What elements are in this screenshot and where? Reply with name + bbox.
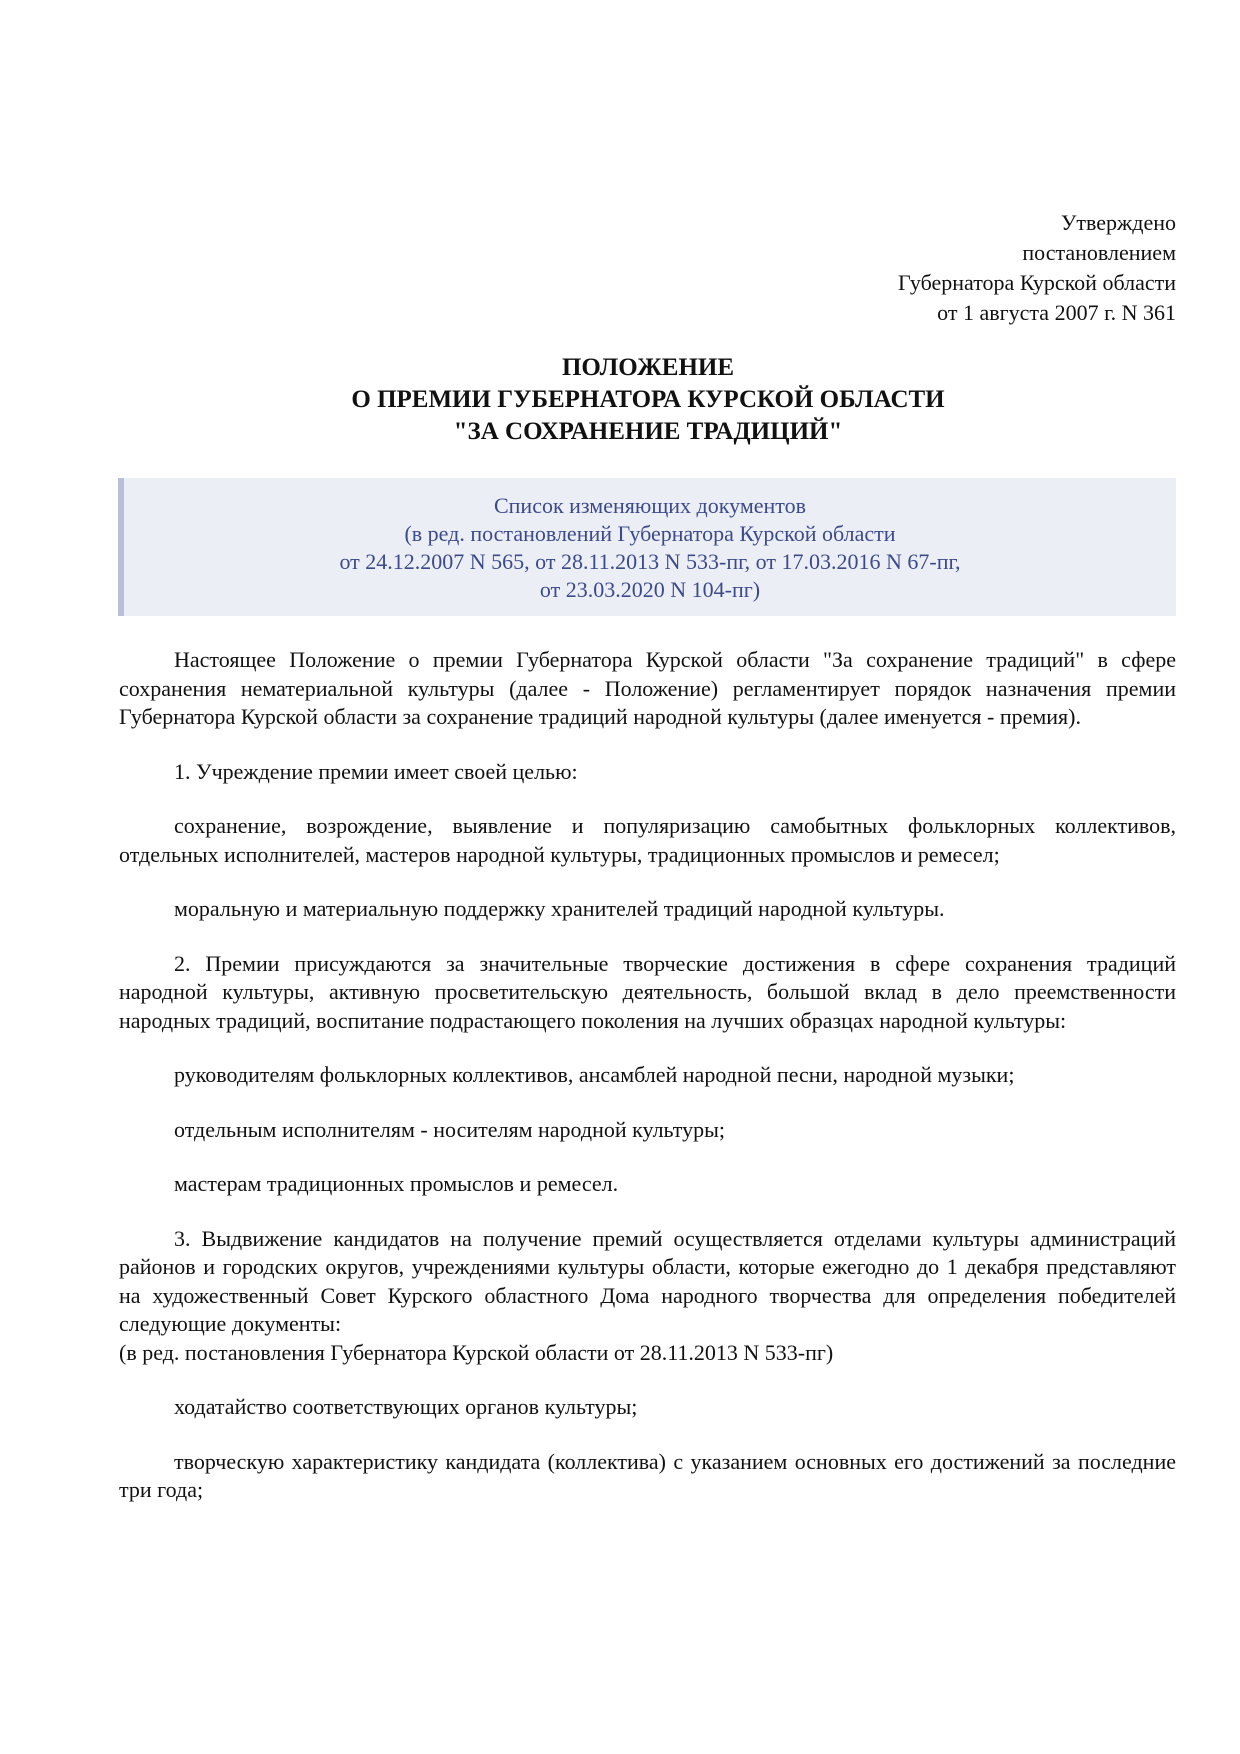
amendment-note: (в ред. постановления Губернатора Курской области от 28.11.2013 N 533-пг) bbox=[119, 1339, 834, 1365]
paragraph: моральную и материальную поддержку хранителей традиций народной культуры. bbox=[174, 896, 945, 921]
amendments-line: Список изменяющих документов bbox=[493, 493, 806, 518]
amendments-line: от 24.12.2007 N 565, от 28.11.2013 N 533-пг, от 17.03.2016 N 67-пг, bbox=[339, 549, 961, 574]
approval-stamp bbox=[760, 208, 1176, 328]
paragraph: отдельным исполнителям - носителям народной культуры; bbox=[174, 1116, 725, 1142]
approval-line: постановлением bbox=[1022, 240, 1176, 265]
approval-line: Губернатора Курской области bbox=[898, 270, 1176, 295]
amendments-line: от 23.03.2020 N 104-пг) bbox=[539, 577, 761, 602]
paragraph: творческую характеристику кандидата (коллектива) с указанием основных его достижений за последние три года; bbox=[119, 1448, 1176, 1502]
paragraph: Настоящее Положение о премии Губернатора Курской области "За сохранение традиций" в сфере сохранения нематериальной культуры (далее - Положение) регламентирует порядок назначения премии Губернатора Курской области за сохранение традиций народной культуры (далее именуется - премия). bbox=[119, 647, 1176, 729]
paragraph: мастерам традиционных промыслов и ремесел. bbox=[174, 1171, 619, 1196]
document-title bbox=[120, 352, 1176, 448]
paragraph: сохранение, возрождение, выявление и популяризацию самобытных фольклорных коллективов, отдельных исполнителей, мастеров народной культуры, традиционных промыслов и ремесел; bbox=[119, 813, 1176, 867]
document-body bbox=[119, 646, 1176, 1531]
paragraph: ходатайство соответствующих органов культуры; bbox=[174, 1394, 638, 1419]
paragraph: 3. Выдвижение кандидатов на получение премий осуществляется отделами культуры администраций районов и городских округов, учреждениями культуры области, которые ежегодно до 1 декабря представляют на художественный Совет Курского областного Дома народного творчества для определения победителей следующие документы: bbox=[119, 1225, 1176, 1336]
title-line: О ПРЕМИИ ГУБЕРНАТОРА КУРСКОЙ ОБЛАСТИ bbox=[351, 386, 945, 413]
paragraph: 1. Учреждение премии имеет своей целью: bbox=[174, 758, 578, 784]
approval-line: от 1 августа 2007 г. N 361 bbox=[937, 300, 1176, 325]
amendments-box bbox=[118, 478, 1176, 616]
paragraph: 2. Премии присуждаются за значительные творческие достижения в сфере сохранения традиций народной культуры, активную просветительскую деятельность, большой вклад в дело преемственности народных традиций, воспитание подрастающего поколения на лучших образцах народной культуры: bbox=[119, 950, 1176, 1033]
title-line: ПОЛОЖЕНИЕ bbox=[561, 354, 735, 381]
paragraph: руководителям фольклорных коллективов, ансамблей народной песни, народной музыки; bbox=[174, 1062, 1015, 1087]
title-line: "ЗА СОХРАНЕНИЕ ТРАДИЦИЙ" bbox=[453, 418, 843, 445]
amendments-line: (в ред. постановлений Губернатора Курской области bbox=[404, 521, 896, 546]
approval-line: Утверждено bbox=[1060, 210, 1176, 235]
